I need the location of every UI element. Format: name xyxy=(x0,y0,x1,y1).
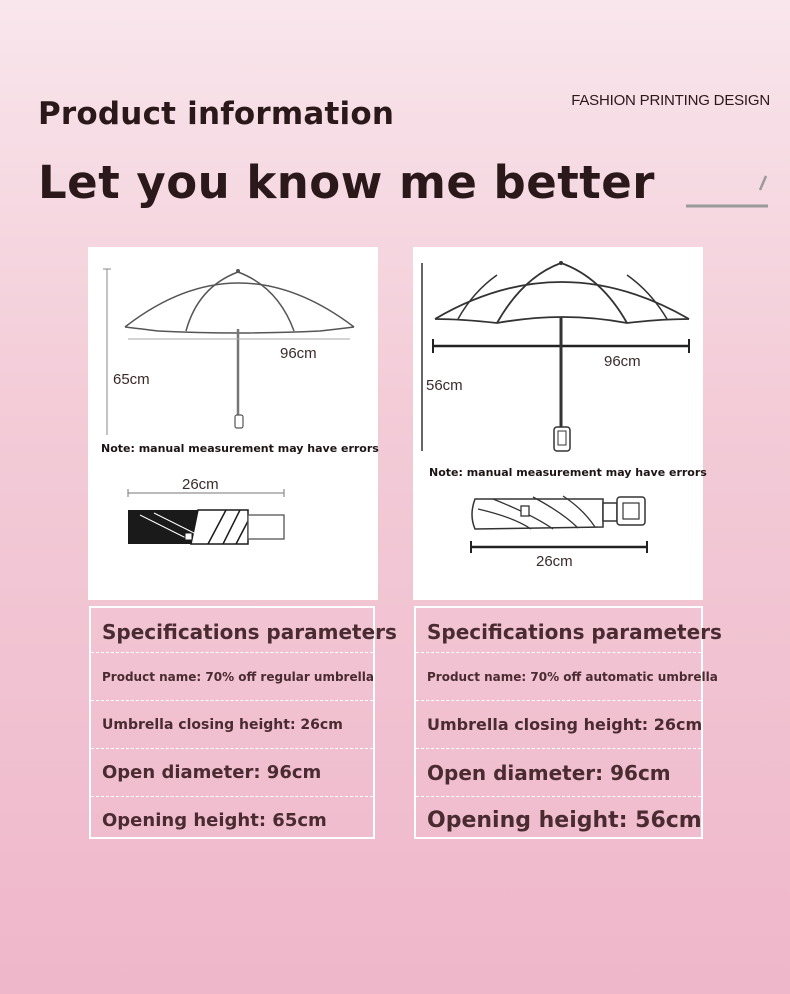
regular-umbrella-drawing xyxy=(88,247,378,600)
page-title: Let you know me better xyxy=(38,156,655,209)
tagline: FASHION PRINTING DESIGN xyxy=(571,92,770,109)
diagram-panel-automatic xyxy=(413,247,707,600)
measurement-note: Note: manual measurement may have errors xyxy=(429,466,707,479)
specs-heading: Specifications parameters xyxy=(102,620,397,644)
closed-length-label: 26cm xyxy=(536,553,573,570)
spec-open-diameter: Open diameter: 96cm xyxy=(91,748,373,796)
spec-product-name: Product name: 70% off regular umbrella xyxy=(91,652,373,700)
spec-closing-height: Umbrella closing height: 26cm xyxy=(91,700,373,748)
spec-closing-height: Umbrella closing height: 26cm xyxy=(416,700,701,748)
automatic-umbrella-drawing xyxy=(413,247,703,600)
spec-open-diameter: Open diameter: 96cm xyxy=(416,748,701,796)
height-label: 65cm xyxy=(113,371,150,388)
measurement-note: Note: manual measurement may have errors xyxy=(101,442,379,455)
specs-table-regular xyxy=(89,606,397,839)
diameter-label: 96cm xyxy=(280,345,317,362)
closed-length-label: 26cm xyxy=(182,476,219,493)
diameter-label: 96cm xyxy=(604,353,641,370)
spec-opening-height: Opening height: 56cm xyxy=(416,796,701,844)
specs-heading: Specifications parameters xyxy=(427,620,722,644)
spec-product-name: Product name: 70% off automatic umbrella xyxy=(416,652,701,700)
decorative-lines xyxy=(684,172,774,212)
page-subtitle: Product information xyxy=(38,96,395,132)
spec-opening-height: Opening height: 65cm xyxy=(91,796,373,844)
diagram-panel-regular xyxy=(88,247,378,600)
height-label: 56cm xyxy=(426,377,463,394)
specs-table-automatic xyxy=(414,606,722,839)
